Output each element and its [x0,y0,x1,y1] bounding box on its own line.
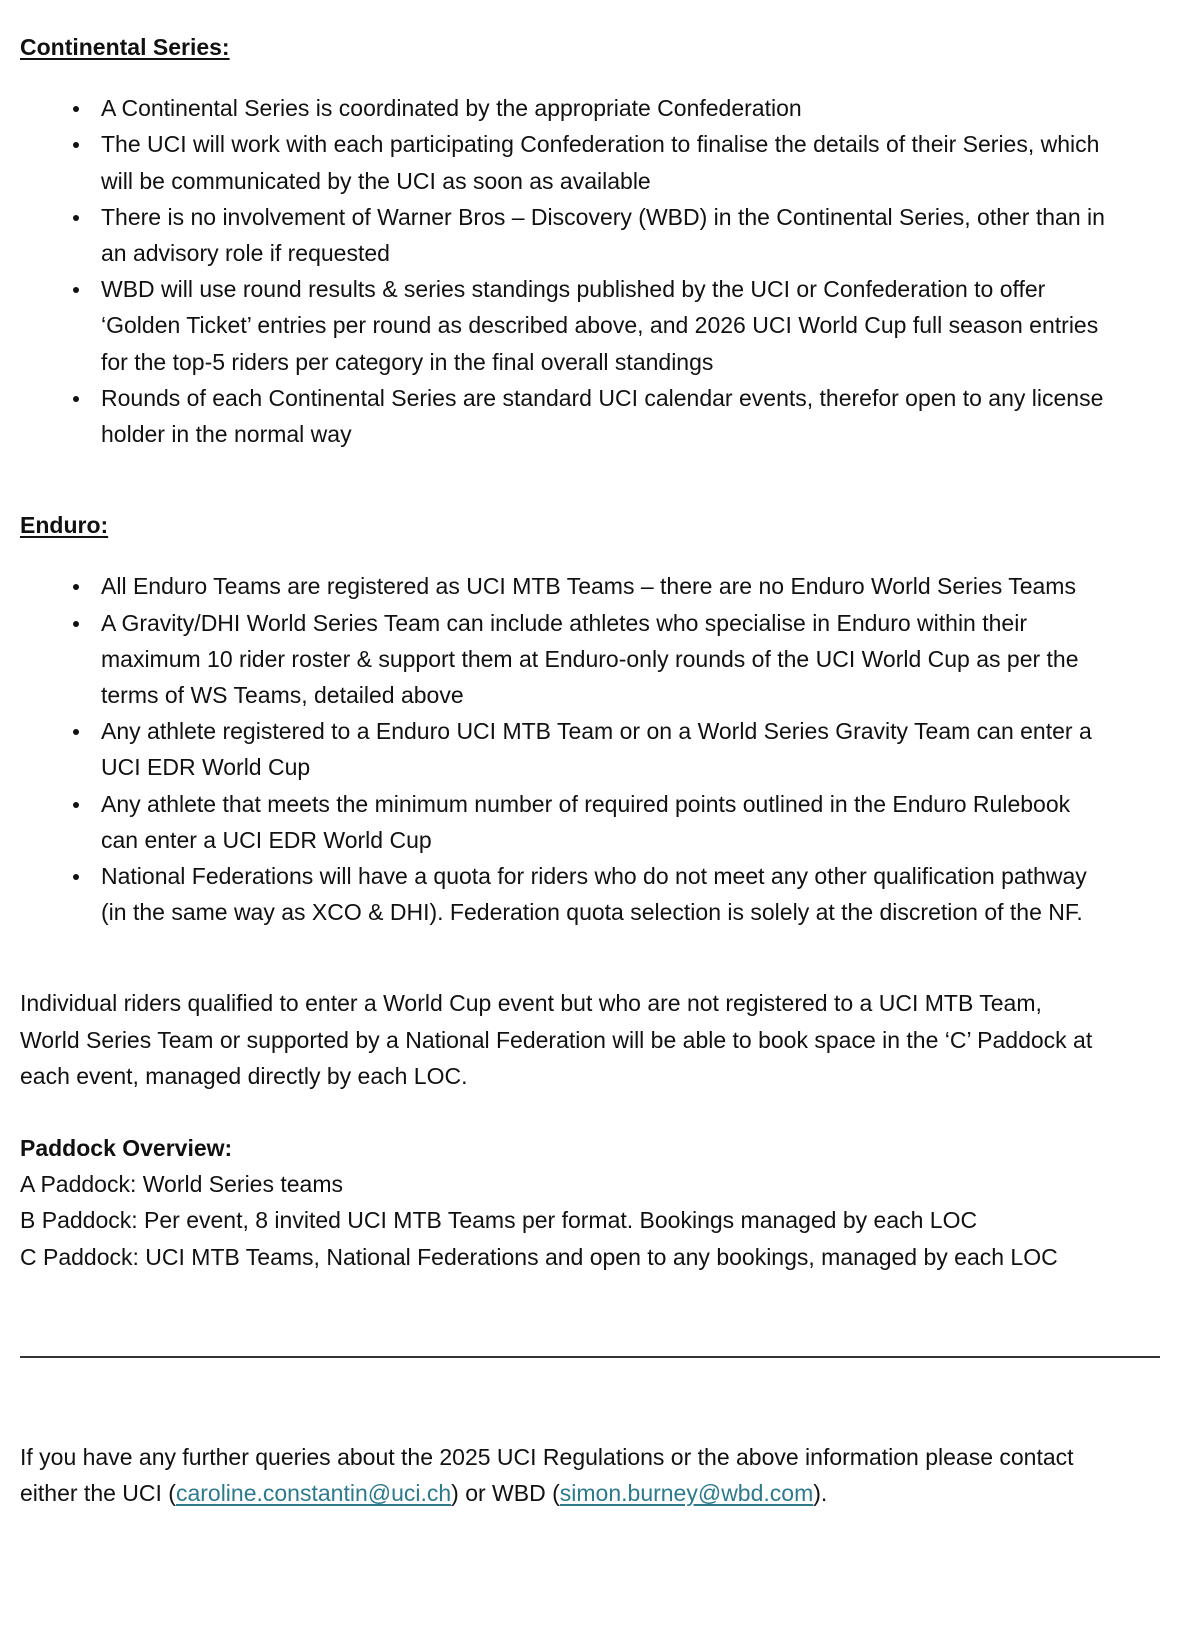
enduro-heading: Enduro: [20,512,109,539]
continental-series-heading: Continental Series: [20,34,230,60]
list-item: The UCI will work with each participating Confederation to finalise the details of their Series, which will be communicated by the UCI as soon as available [101,126,1160,198]
enduro-section [20,507,1160,930]
document-page [20,29,1160,1511]
uci-email-link[interactable]: caroline.constantin@uci.ch [175,1480,452,1507]
horizontal-rule [20,1356,1160,1358]
paddock-overview-section [20,1130,1160,1275]
individual-riders-paragraph: Individual riders qualified to enter a World Cup event but who are not registered to a UCI MTB Team, World Series Team or supported by a National Federation will be able to book space in the ‘C’ Paddock at each event, managed directly by each LOC. [20,990,1093,1089]
list-item: National Federations will have a quota for riders who do not meet any other qualification pathway (in the same way as XCO & DHI). Federation quota selection is solely at the discretion of the NF. [101,858,1160,930]
paddock-a-line: A Paddock: World Series teams [20,1171,343,1198]
list-item: All Enduro Teams are registered as UCI MTB Teams – there are no Enduro World Series Teams [101,568,1160,604]
list-item: There is no involvement of Warner Bros – Discovery (WBD) in the Continental Series, other than in an advisory role if requested [101,199,1160,271]
list-item: A Continental Series is coordinated by the appropriate Confederation [101,90,1160,126]
list-item: Any athlete registered to a Enduro UCI MTB Team or on a World Series Gravity Team can enter a UCI EDR World Cup [101,713,1160,785]
list-item: WBD will use round results & series standings published by the UCI or Confederation to offer ‘Golden Ticket’ entries per round as described above, and 2026 UCI World Cup full season entries for the top-5 riders per category in the final overall standings [101,271,1160,380]
paddock-overview-heading: Paddock Overview: [20,1135,233,1162]
continental-series-section [20,29,1160,452]
list-item: Any athlete that meets the minimum number of required points outlined in the Enduro Rulebook can enter a UCI EDR World Cup [101,786,1160,858]
wbd-email-link[interactable]: simon.burney@wbd.com [559,1480,814,1507]
continental-series-list [20,90,1160,452]
list-item: Rounds of each Continental Series are standard UCI calendar events, therefor open to any license holder in the normal way [101,380,1160,452]
paddock-b-line: B Paddock: Per event, 8 invited UCI MTB Teams per format. Bookings managed by each LOC [20,1207,978,1234]
list-item: A Gravity/DHI World Series Team can include athletes who specialise in Enduro within their maximum 10 rider roster & support them at Enduro-only rounds of the UCI World Cup as per the terms of WS Teams, detailed above [101,605,1160,714]
enduro-list [20,568,1160,930]
paddock-c-line: C Paddock: UCI MTB Teams, National Federations and open to any bookings, managed by each LOC [20,1243,1058,1270]
contact-paragraph: If you have any further queries about the 2025 UCI Regulations or the above information please contact either the UCI (caroline.constantin@uci.ch) or WBD (simon.burney@wbd.com). [20,1443,1074,1507]
